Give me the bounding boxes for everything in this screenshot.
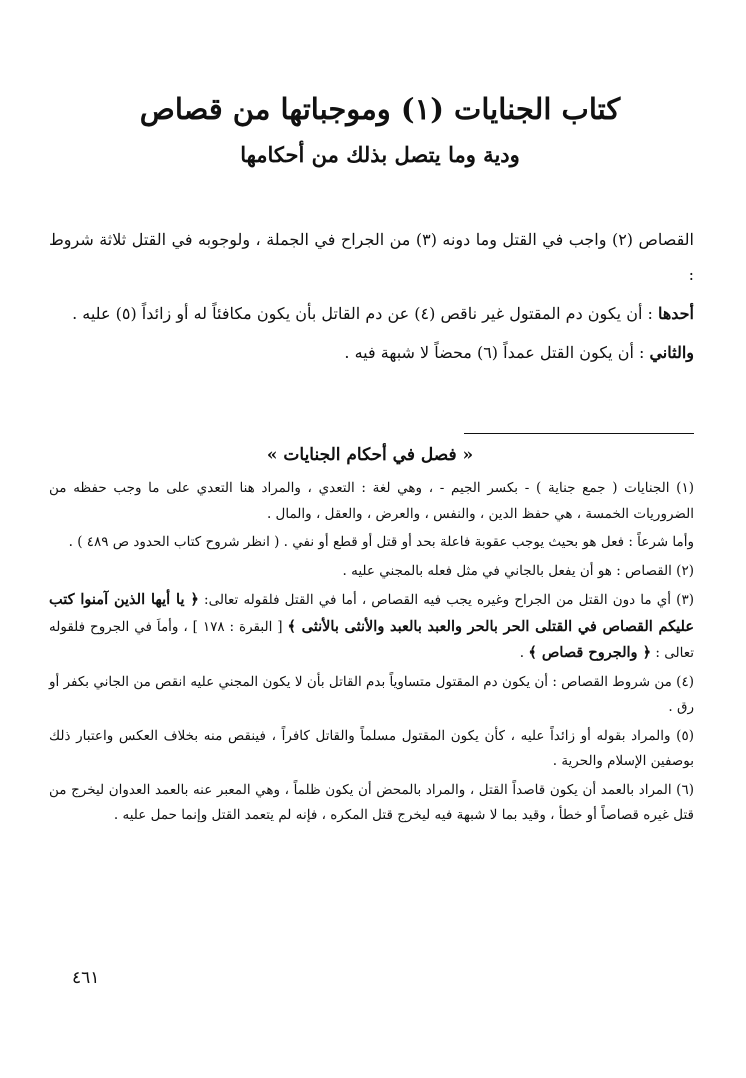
footnote-2: (٢) القصاص : هو أن يفعل بالجاني في مثل فعله بالمجني عليه . bbox=[342, 562, 694, 579]
condition-one-label: أحدها bbox=[657, 304, 694, 323]
condition-two bbox=[49, 335, 694, 370]
footnote-3-part-c: . bbox=[519, 645, 529, 661]
quran-quote-1: ﴿ يا أيها الذين آمنوا كتب عليكم القصاص في القتلى الحر بالحر والعبد بالعبد والأنثى بالأنثى ﴾ bbox=[49, 591, 694, 635]
footnote-6: (٦) المراد بالعمد أن يكون قاصداً القتل ، والمراد بالمحض أن يكون ظلماً ، وهي المعبر عنه بالعمد العدوان ليخرج من قتل غيره قصاصاً أو خطأ ، وقيد بما لا شبهة فيه ليخرج قتل المكره ، فإنه لم يتعمد القتل وإنما حمل عليه . bbox=[49, 781, 694, 823]
footnote-1: (١) الجنايات ( جمع جناية ) - بكسر الجيم - ، وهي لغة : التعدي ، والمراد هنا التعدي على ما وجب حفظه من الضروريات الخمسة ، هي حفظ الدين ، والنفس ، والعرض ، والعقل ، والمال . bbox=[49, 480, 694, 522]
footnote-3-part-b: [ البقرة : ١٧٨ ] ، وأماَ في الجروح فلقوله تعالى : bbox=[49, 618, 694, 661]
main-text bbox=[49, 222, 694, 374]
footnote-divider bbox=[464, 433, 694, 434]
section-heading: « فصل في أحكام الجنايات » bbox=[266, 445, 474, 465]
footnote-3-part-a: (٣) أي ما دون القتل من الجراح وغيره يجب فيه القصاص ، أما في القتل فلقوله تعالى: bbox=[198, 592, 695, 608]
footnote-4: (٤) من شروط القصاص : أن يكون دم المقتول متساوياً بدم القاتل بأن لا يكون المجني عليه انقص من الجاني بكفر أو رق . bbox=[49, 673, 694, 715]
condition-two-label: والثاني bbox=[649, 343, 694, 362]
page-number: ٤٦١ bbox=[72, 968, 100, 988]
footnote-5: (٥) والمراد بقوله أو زائداً عليه ، كأن يكون المقتول مسلماً والقاتل كافراً ، فينقص منه بخلاف العكس واعتبار ذلك بوصفين الإسلام والحرية . bbox=[49, 727, 694, 769]
intro-paragraph: القصاص (٢) واجب في القتل وما دونه (٣) من الجراح في الجملة ، ولوجوبه في القتل ثلاثة شروط : bbox=[49, 230, 695, 284]
footnote-1-continued: وأما شرعاً : فعل هو بحيث يوجب عقوبة فاعلة بحد أو قتل أو قطع أو نفي . ( انظر شروح كتاب الحدود ص ٤٨٩ ) . bbox=[68, 534, 694, 550]
quran-quote-2: ﴿ والجروح قصاص ﴾ bbox=[528, 644, 652, 661]
condition-one bbox=[49, 296, 694, 331]
condition-two-text: : أن يكون القتل عمداً (٦) محضاً لا شبهة فيه . bbox=[344, 343, 650, 362]
condition-one-text: : أن يكون دم المقتول غير ناقص (٤) عن دم القاتل بأن يكون مكافئاً له أو زائداً (٥) عليه . bbox=[72, 304, 658, 323]
footnote-3 bbox=[49, 587, 694, 667]
chapter-subtitle: ودية وما يتصل بذلك من أحكامها bbox=[240, 142, 520, 167]
footnotes bbox=[49, 476, 694, 832]
chapter-title: كتاب الجنايات (١) وموجباتها من قصاص bbox=[139, 92, 621, 126]
